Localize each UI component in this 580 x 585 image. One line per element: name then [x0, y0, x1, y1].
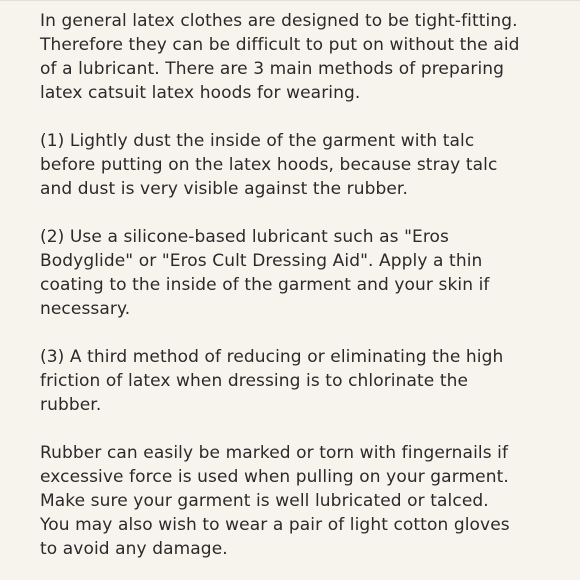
text-line: to avoid any damage.: [40, 539, 228, 559]
text-line: friction of latex when dressing is to chlorinate the: [40, 371, 469, 391]
text-line: (1) Lightly dust the inside of the garment with talc: [40, 131, 475, 151]
text-line: Therefore they can be difficult to put on without the aid: [40, 35, 520, 55]
paragraph-method-2: [40, 225, 560, 321]
text-line: coating to the inside of the garment and your skin if: [40, 275, 490, 295]
text-line: In general latex clothes are designed to be tight-fitting.: [40, 11, 518, 31]
paragraph-method-1: [40, 129, 560, 201]
text-line: rubber.: [40, 395, 102, 415]
paragraph-care-note: [40, 441, 560, 561]
text-line: of a lubricant. There are 3 main methods of preparing: [40, 59, 505, 79]
text-line: Bodyglide" or "Eros Cult Dressing Aid". Apply a thin: [40, 251, 483, 271]
text-line: excessive force is used when pulling on your garment.: [40, 467, 509, 487]
text-line: You may also wish to wear a pair of light cotton gloves: [40, 515, 510, 535]
paragraph-method-3: [40, 345, 560, 417]
text-line: Rubber can easily be marked or torn with fingernails if: [40, 443, 509, 463]
document-body: [40, 9, 560, 585]
text-line: Make sure your garment is well lubricated or talced.: [40, 491, 489, 511]
text-line: (3) A third method of reducing or eliminating the high: [40, 347, 504, 367]
text-line: before putting on the latex hoods, because stray talc: [40, 155, 498, 175]
paragraph-intro: [40, 9, 560, 105]
text-line: (2) Use a silicone-based lubricant such as "Eros: [40, 227, 450, 247]
text-line: latex catsuit latex hoods for wearing.: [40, 83, 361, 103]
text-line: and dust is very visible against the rubber.: [40, 179, 408, 199]
text-line: necessary.: [40, 299, 131, 319]
